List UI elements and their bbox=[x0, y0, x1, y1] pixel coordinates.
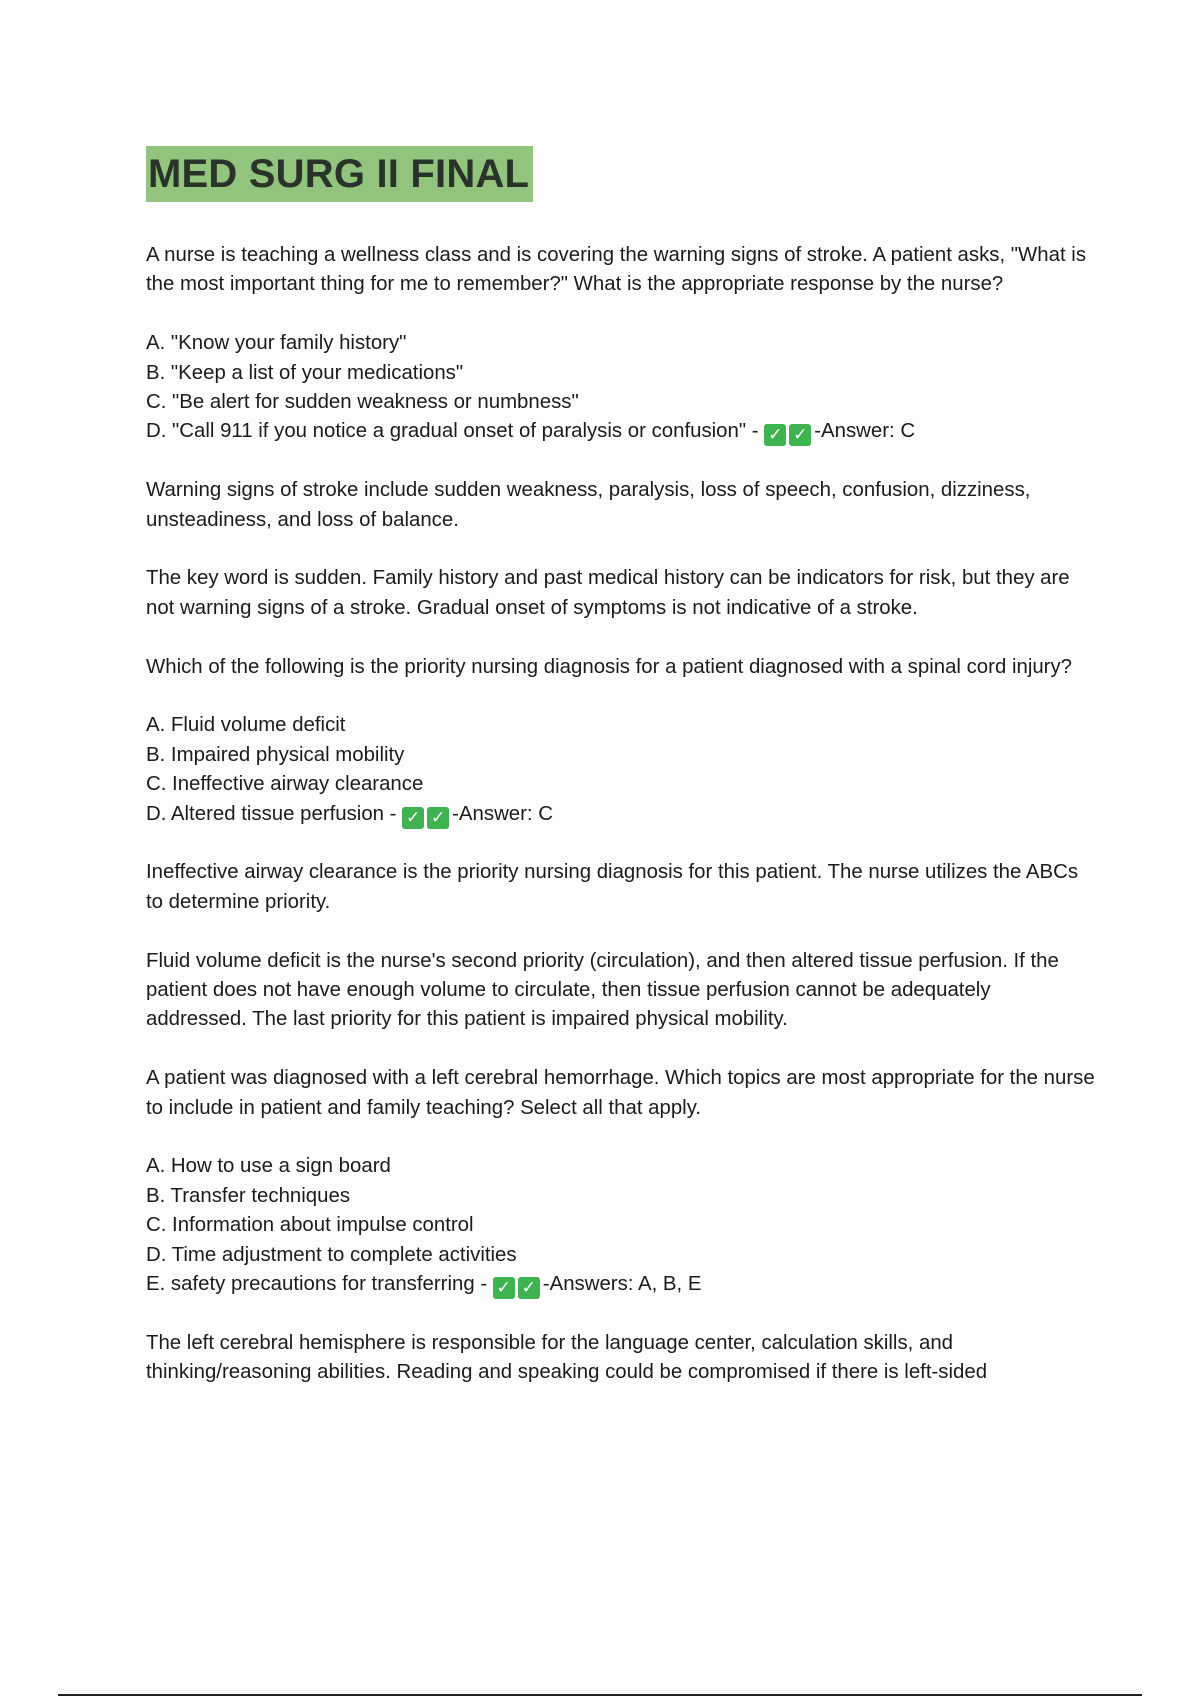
option-c: C. "Be alert for sudden weakness or numbness" bbox=[146, 391, 579, 414]
option-last bbox=[146, 417, 1096, 446]
answer-options bbox=[146, 1152, 1096, 1299]
question-3 bbox=[146, 1064, 1096, 1387]
option-last bbox=[146, 1270, 1096, 1299]
question-stem: A nurse is teaching a wellness class and is covering the warning signs of stroke. A patient asks, "What is the most important thing for me to remember?" What is the appropriate response by the nurse? bbox=[146, 244, 1087, 296]
answer-key: -Answer: C bbox=[452, 802, 553, 825]
option-d: D. Time adjustment to complete activities bbox=[146, 1243, 517, 1266]
option-c: C. Ineffective airway clearance bbox=[146, 773, 424, 796]
check-icon: ✓ bbox=[427, 807, 449, 829]
answer-options bbox=[146, 329, 1096, 447]
answer-options bbox=[146, 711, 1096, 829]
option-b: B. "Keep a list of your medications" bbox=[146, 361, 464, 384]
answer-key: -Answers: A, B, E bbox=[542, 1273, 702, 1296]
option-last bbox=[146, 800, 1096, 829]
option-c: C. Information about impulse control bbox=[146, 1214, 474, 1237]
question-2 bbox=[146, 653, 1096, 1035]
explanation-paragraph: Fluid volume deficit is the nurse's second priority (circulation), and then altered tissue perfusion. If the patient does not have enough volume to circulate, then tissue perfusion cannot be adequately addressed. The last priority for this patient is impaired physical mobility. bbox=[146, 949, 1059, 1031]
page-bottom-rule bbox=[58, 1694, 1142, 1696]
option-d-text: D. "Call 911 if you notice a gradual onset of paralysis or confusion" - bbox=[146, 420, 765, 443]
option-a: A. How to use a sign board bbox=[146, 1155, 391, 1178]
explanation-paragraph: The left cerebral hemisphere is responsible for the language center, calculation skills, and thinking/reasoning abilities. Reading and speaking could be compromised if there is left-sided bbox=[146, 1331, 988, 1384]
option-b: B. Impaired physical mobility bbox=[146, 743, 405, 766]
option-a: A. Fluid volume deficit bbox=[146, 714, 346, 737]
answer-key: -Answer: C bbox=[814, 420, 916, 443]
question-stem: A patient was diagnosed with a left cerebral hemorrhage. Which topics are most appropriate for the nurse to include in patient and family teaching? Select all that apply. bbox=[146, 1067, 1095, 1119]
option-b: B. Transfer techniques bbox=[146, 1184, 351, 1207]
option-a: A. "Know your family history" bbox=[146, 332, 407, 355]
question-stem: Which of the following is the priority nursing diagnosis for a patient diagnosed with a spinal cord injury? bbox=[146, 655, 1073, 678]
option-d-text: D. Altered tissue perfusion - bbox=[146, 802, 403, 825]
option-e-text: E. safety precautions for transferring - bbox=[146, 1273, 493, 1296]
check-icon: ✓ bbox=[493, 1277, 515, 1299]
explanation-paragraph: Ineffective airway clearance is the priority nursing diagnosis for this patient. The nurse utilizes the ABCs to determine priority. bbox=[146, 861, 1079, 913]
check-icon: ✓ bbox=[518, 1277, 540, 1299]
check-icon: ✓ bbox=[402, 807, 424, 829]
question-1 bbox=[146, 241, 1096, 623]
document-body bbox=[146, 241, 1096, 1417]
document-title: MED SURG II FINAL bbox=[146, 146, 533, 202]
explanation-paragraph: The key word is sudden. Family history and past medical history can be indicators for risk, but they are not warning signs of a stroke. Gradual onset of symptoms is not indicative of a stroke. bbox=[146, 567, 1070, 619]
check-icon: ✓ bbox=[789, 424, 811, 446]
explanation-paragraph: Warning signs of stroke include sudden weakness, paralysis, loss of speech, confusion, dizziness, unsteadiness, and loss of balance. bbox=[146, 479, 1031, 531]
check-icon: ✓ bbox=[764, 424, 786, 446]
